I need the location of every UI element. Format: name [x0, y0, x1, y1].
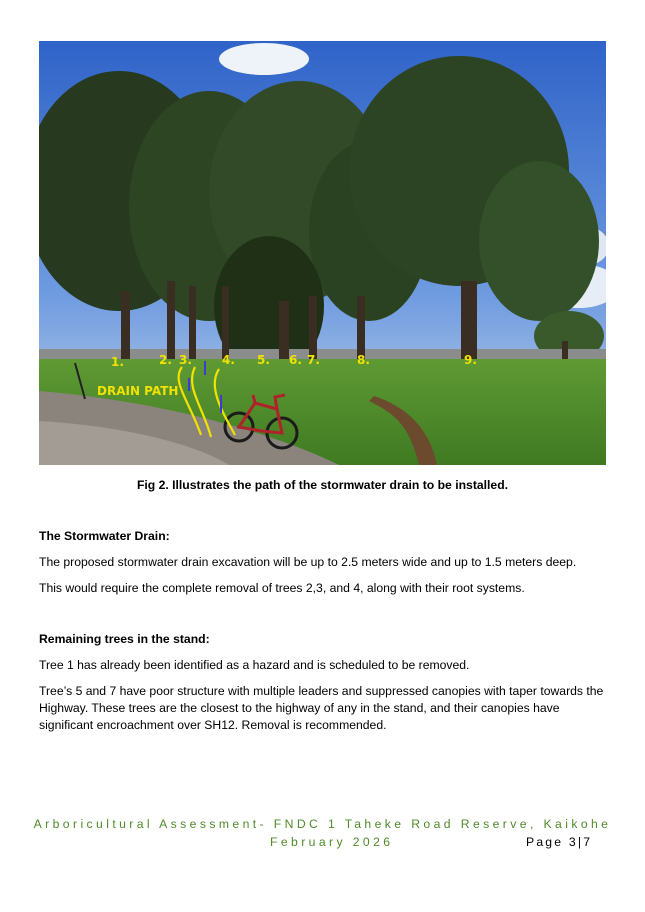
remaining-paragraph-2: Tree’s 5 and 7 have poor structure with multiple leaders and suppressed canopies with taper towards the Highway. These trees are the closest to the highway of any in the stand, and their canopies have significant encroachment over SH12. Removal is recommended.	[39, 684, 604, 732]
tree-label-7: 7.	[307, 353, 320, 367]
tree-label-2: 2.	[159, 353, 172, 367]
drain-path-label: DRAIN PATH	[97, 384, 179, 398]
remaining-heading: Remaining trees in the stand:	[39, 632, 210, 646]
remaining-paragraph-1: Tree 1 has already been identified as a hazard and is scheduled to be removed.	[39, 658, 470, 672]
footer-date: February 2026	[270, 835, 394, 849]
tree-label-3: 3.	[179, 353, 192, 367]
footer-title: Arboricultural Assessment- FNDC 1 Taheke Road Reserve, Kaikohe	[33, 817, 612, 831]
tree-label-1: 1.	[111, 355, 124, 369]
page-number: Page 3|7	[526, 835, 593, 849]
site-photo	[39, 41, 606, 465]
tree-label-4: 4.	[222, 353, 235, 367]
drain-heading: The Stormwater Drain:	[39, 529, 170, 543]
tree-label-5: 5.	[257, 353, 270, 367]
tree-label-8: 8.	[357, 353, 370, 367]
tree-label-9: 9.	[464, 353, 477, 367]
drain-paragraph-2: This would require the complete removal of trees 2,3, and 4, along with their root systems.	[39, 581, 525, 595]
tree-label-6: 6.	[289, 353, 302, 367]
drain-paragraph-1: The proposed stormwater drain excavation will be up to 2.5 meters wide and up to 1.5 meters deep.	[39, 555, 577, 569]
figure-caption: Fig 2. Illustrates the path of the stormwater drain to be installed.	[136, 478, 509, 492]
